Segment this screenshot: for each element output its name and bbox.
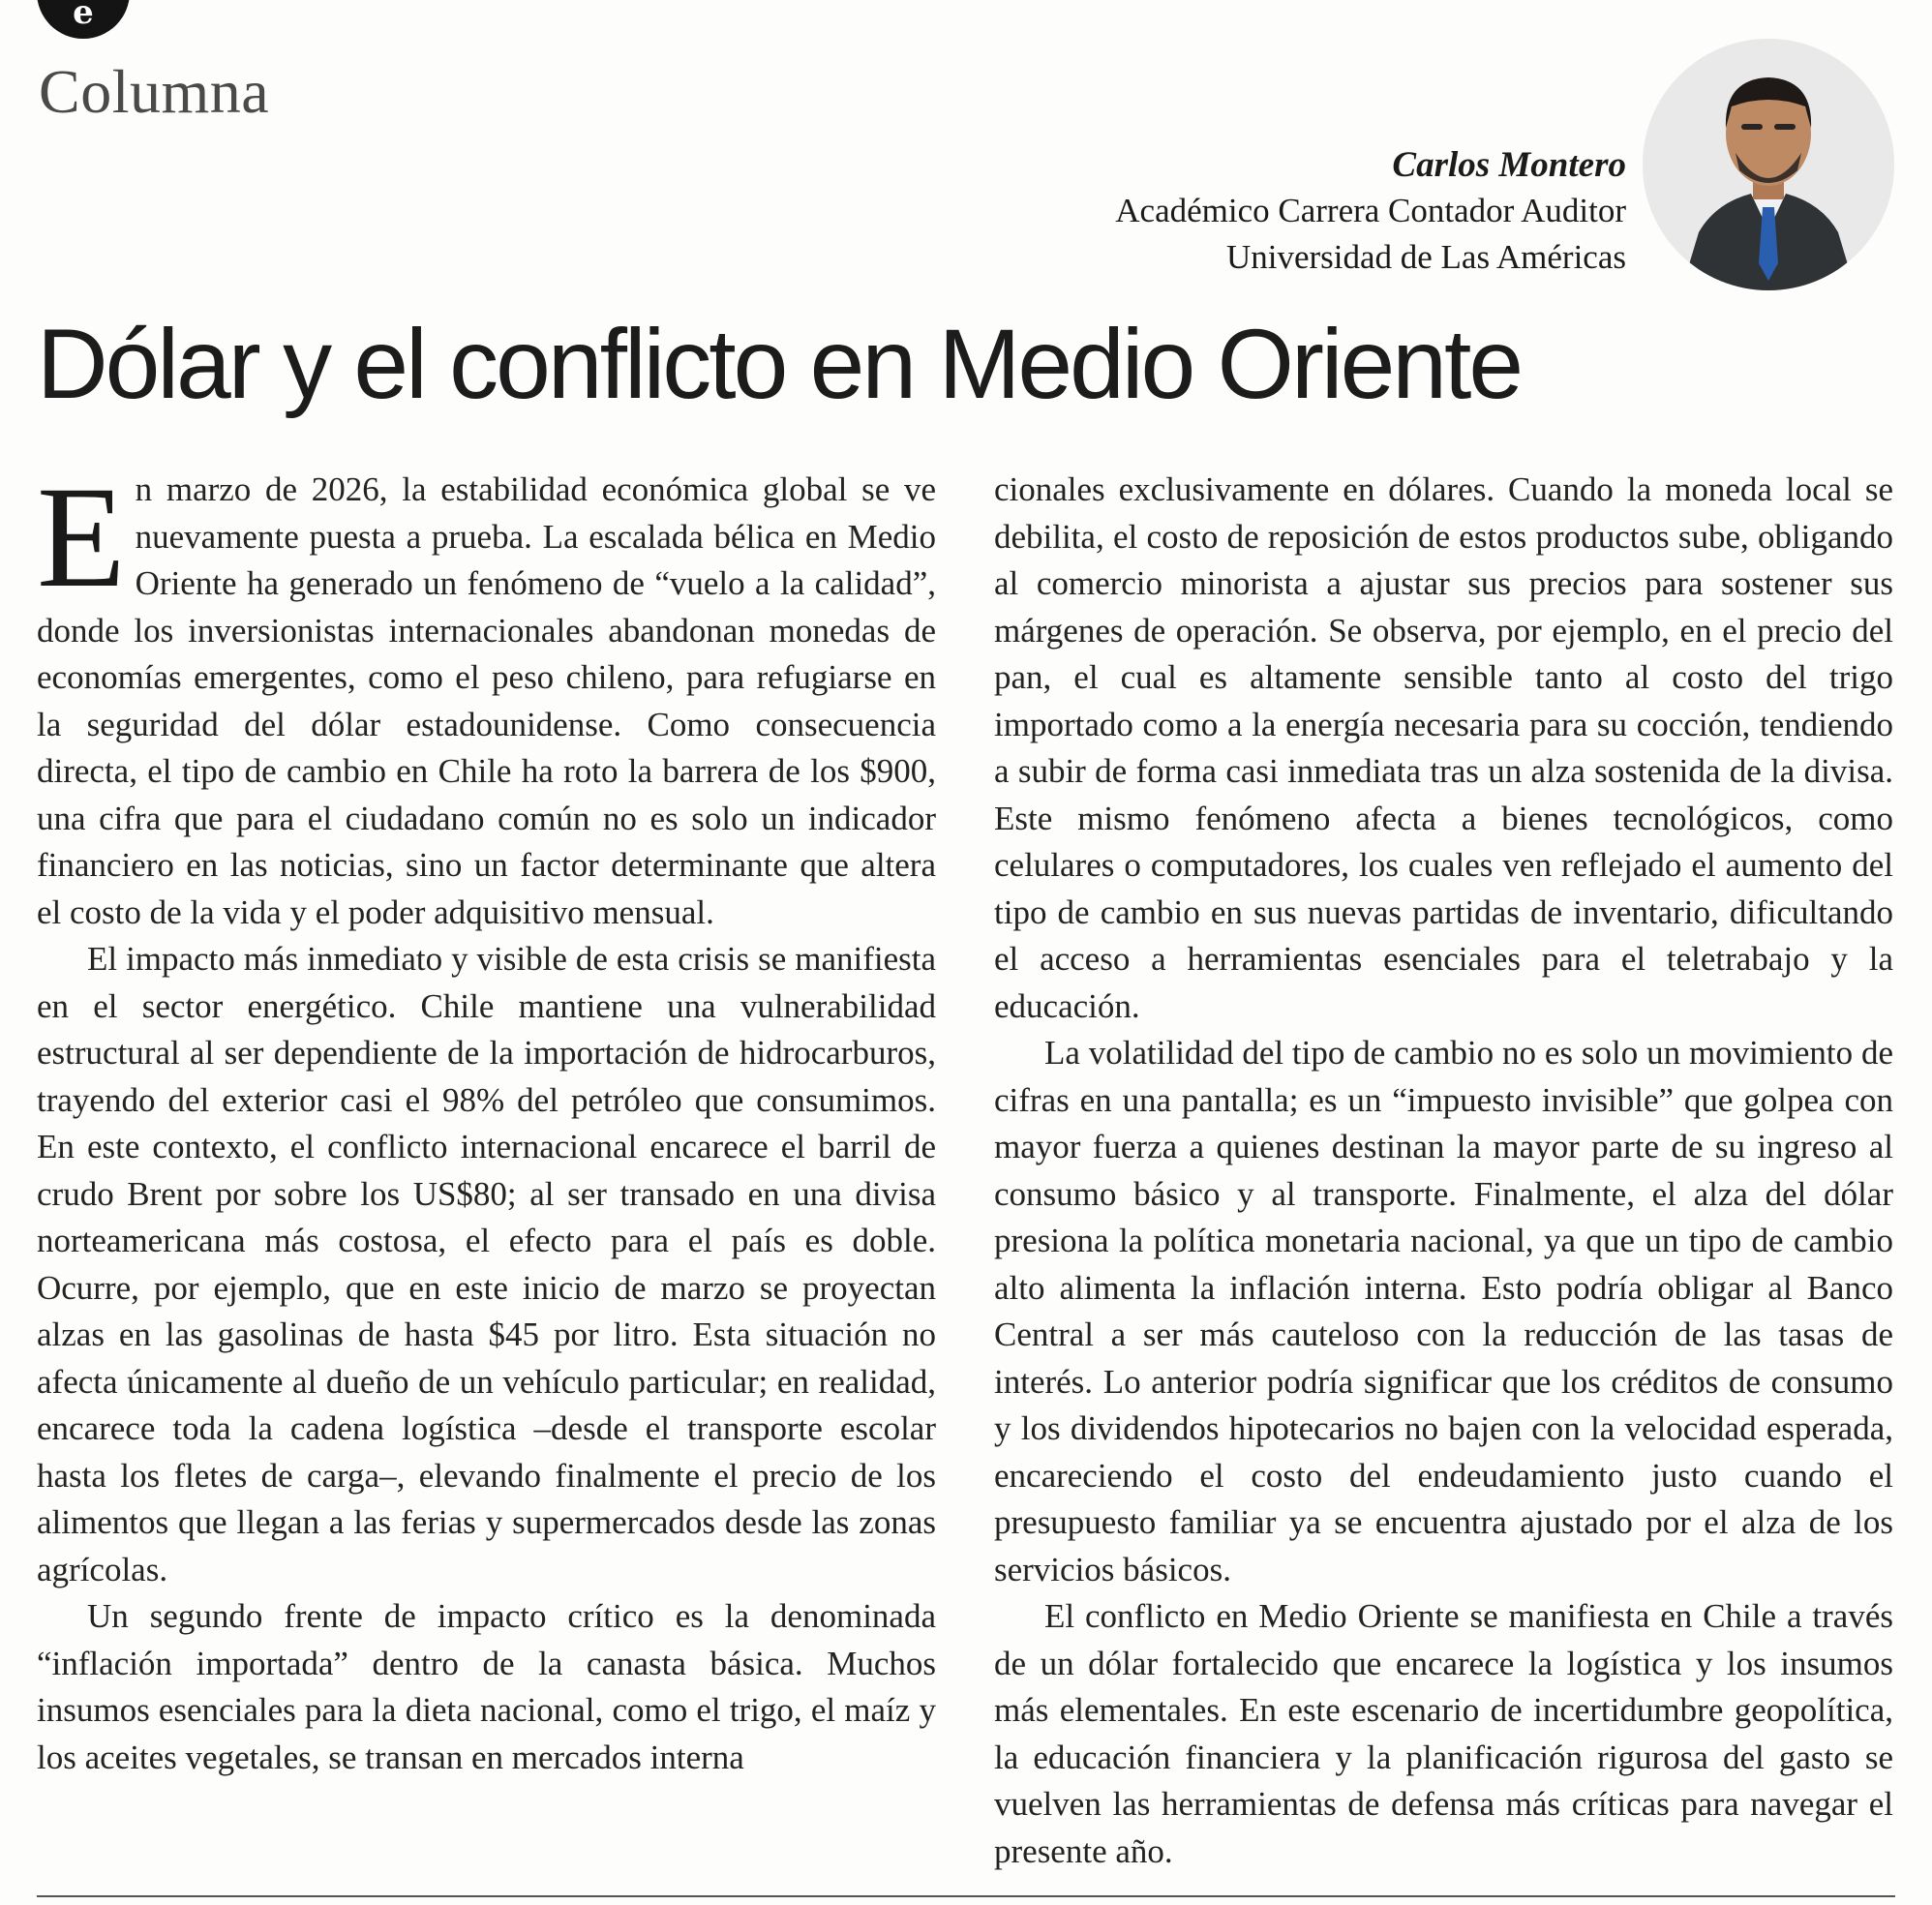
article-paragraph-4: La volatilidad del tipo de cambio no es solo un movimiento de cifras en una pantalla; es un “impuesto invisible” que golpea con mayor fuerza a quienes destinan la mayor parte de su ingreso al consumo básico y al transporte. Finalmente, el alza del dólar presiona la política monetaria nacional, ya que un tipo de cambio alto alimenta la inflación interna. Esto podría obligar al Banco Central a ser más cauteloso con la reducción de las tasas de interés. Lo anterior podría significar que los créditos de consumo y los dividendos hipotecarios no bajen con la velocidad esperada, encareciendo el costo del endeudamiento justo cuando el presupuesto familiar ya se encuentra ajustado por el alza de los servicios básicos.	[994, 1034, 1893, 1588]
author-photo	[1643, 39, 1894, 290]
author-institution: Universidad de Las Américas	[1225, 238, 1626, 276]
section-label: Columna	[39, 57, 270, 126]
article-headline: Dólar y el conflicto en Medio Oriente	[37, 309, 1522, 419]
publication-logo	[37, 0, 130, 39]
article-column-right	[994, 467, 1893, 1875]
article-paragraph-1	[37, 457, 936, 936]
article-paragraph-3-continued: cionales exclusivamente en dólares. Cuando la moneda local se debilita, el costo de reposición de estos productos sube, obligando al comercio minorista a ajustar sus precios para sostener sus márgenes de operación. Se observa, por ejemplo, en el precio del pan, el cual es altamente sensible tanto al costo del trigo importado como a la energía necesaria para su cocción, tendiendo a subir de forma casi inmediata tras un alza sostenida de la divisa. Este mismo fenómeno afecta a bienes tecnológicos, como celulares o computadores, los cuales ven reflejado el aumento del tipo de cambio en sus nuevas partidas de inventario, dificultando el acceso a herramientas esenciales para el teletrabajo y la educación.	[994, 470, 1893, 1025]
article-paragraph-1-text: n marzo de 2026, la estabilidad económica global se ve nuevamente puesta a prueba. La escalada bélica en Medio Oriente ha generado un fenómeno de “vuelo a la calidad”, donde los inversionistas internacionales abandonan monedas de economías emergentes, como el peso chileno, para refugiarse en la seguridad del dólar estadounidense. Como consecuencia directa, el tipo de cambio en Chile ha roto la barrera de los $900, una cifra que para el ciudadano común no es solo un indicador financiero en las noticias, sino un factor determinante que altera el costo de la vida y el poder adquisitivo mensual.	[37, 470, 936, 931]
article-column-left	[37, 457, 936, 1781]
author-name: Carlos Montero	[1392, 145, 1626, 185]
article-paragraph-5: El conflicto en Medio Oriente se manifiesta en Chile a través de un dólar fortalecido que encarece la logística y los insumos más elementales. En este escenario de incertidumbre geopolítica, la educación financiera y la planificación rigurosa del gasto se vuelven las herramientas de defensa más críticas para navegar el presente año.	[994, 1597, 1893, 1870]
logo-letter: e	[73, 0, 94, 32]
drop-cap: E	[37, 457, 126, 618]
article-paragraph-3: Un segundo frente de impacto crítico es la denominada “inflación importada” dentro de la canasta básica. Muchos insumos esenciales para la dieta nacional, como el trigo, el maíz y los aceites vegetales, se transan en mercados interna	[37, 1597, 936, 1776]
bottom-rule	[37, 1895, 1895, 1897]
author-role: Académico Carrera Contador Auditor	[1115, 192, 1626, 229]
author-byline	[1115, 143, 1626, 281]
article-paragraph-2: El impacto más inmediato y visible de esta crisis se manifiesta en el sector energético. Chile mantiene una vulnerabilidad estructural al ser dependiente de la importación de hidrocarburos, trayendo del exterior casi el 98% del petróleo que consumimos. En este contexto, el conflicto internacional encarece el barril de crudo Brent por sobre los US$80; al ser transado en una divisa norteamericana más costosa, el efecto para el país es doble. Ocurre, por ejemplo, que en este inicio de marzo se proyectan alzas en las gasolinas de hasta $45 por litro. Esta situación no afecta únicamente al dueño de un vehículo particular; en realidad, encarece toda la cadena logística –desde el transporte escolar hasta los fletes de carga–, elevando finalmente el precio de los alimentos que llegan a las ferias y supermercados desde las zonas agrícolas.	[37, 940, 936, 1588]
